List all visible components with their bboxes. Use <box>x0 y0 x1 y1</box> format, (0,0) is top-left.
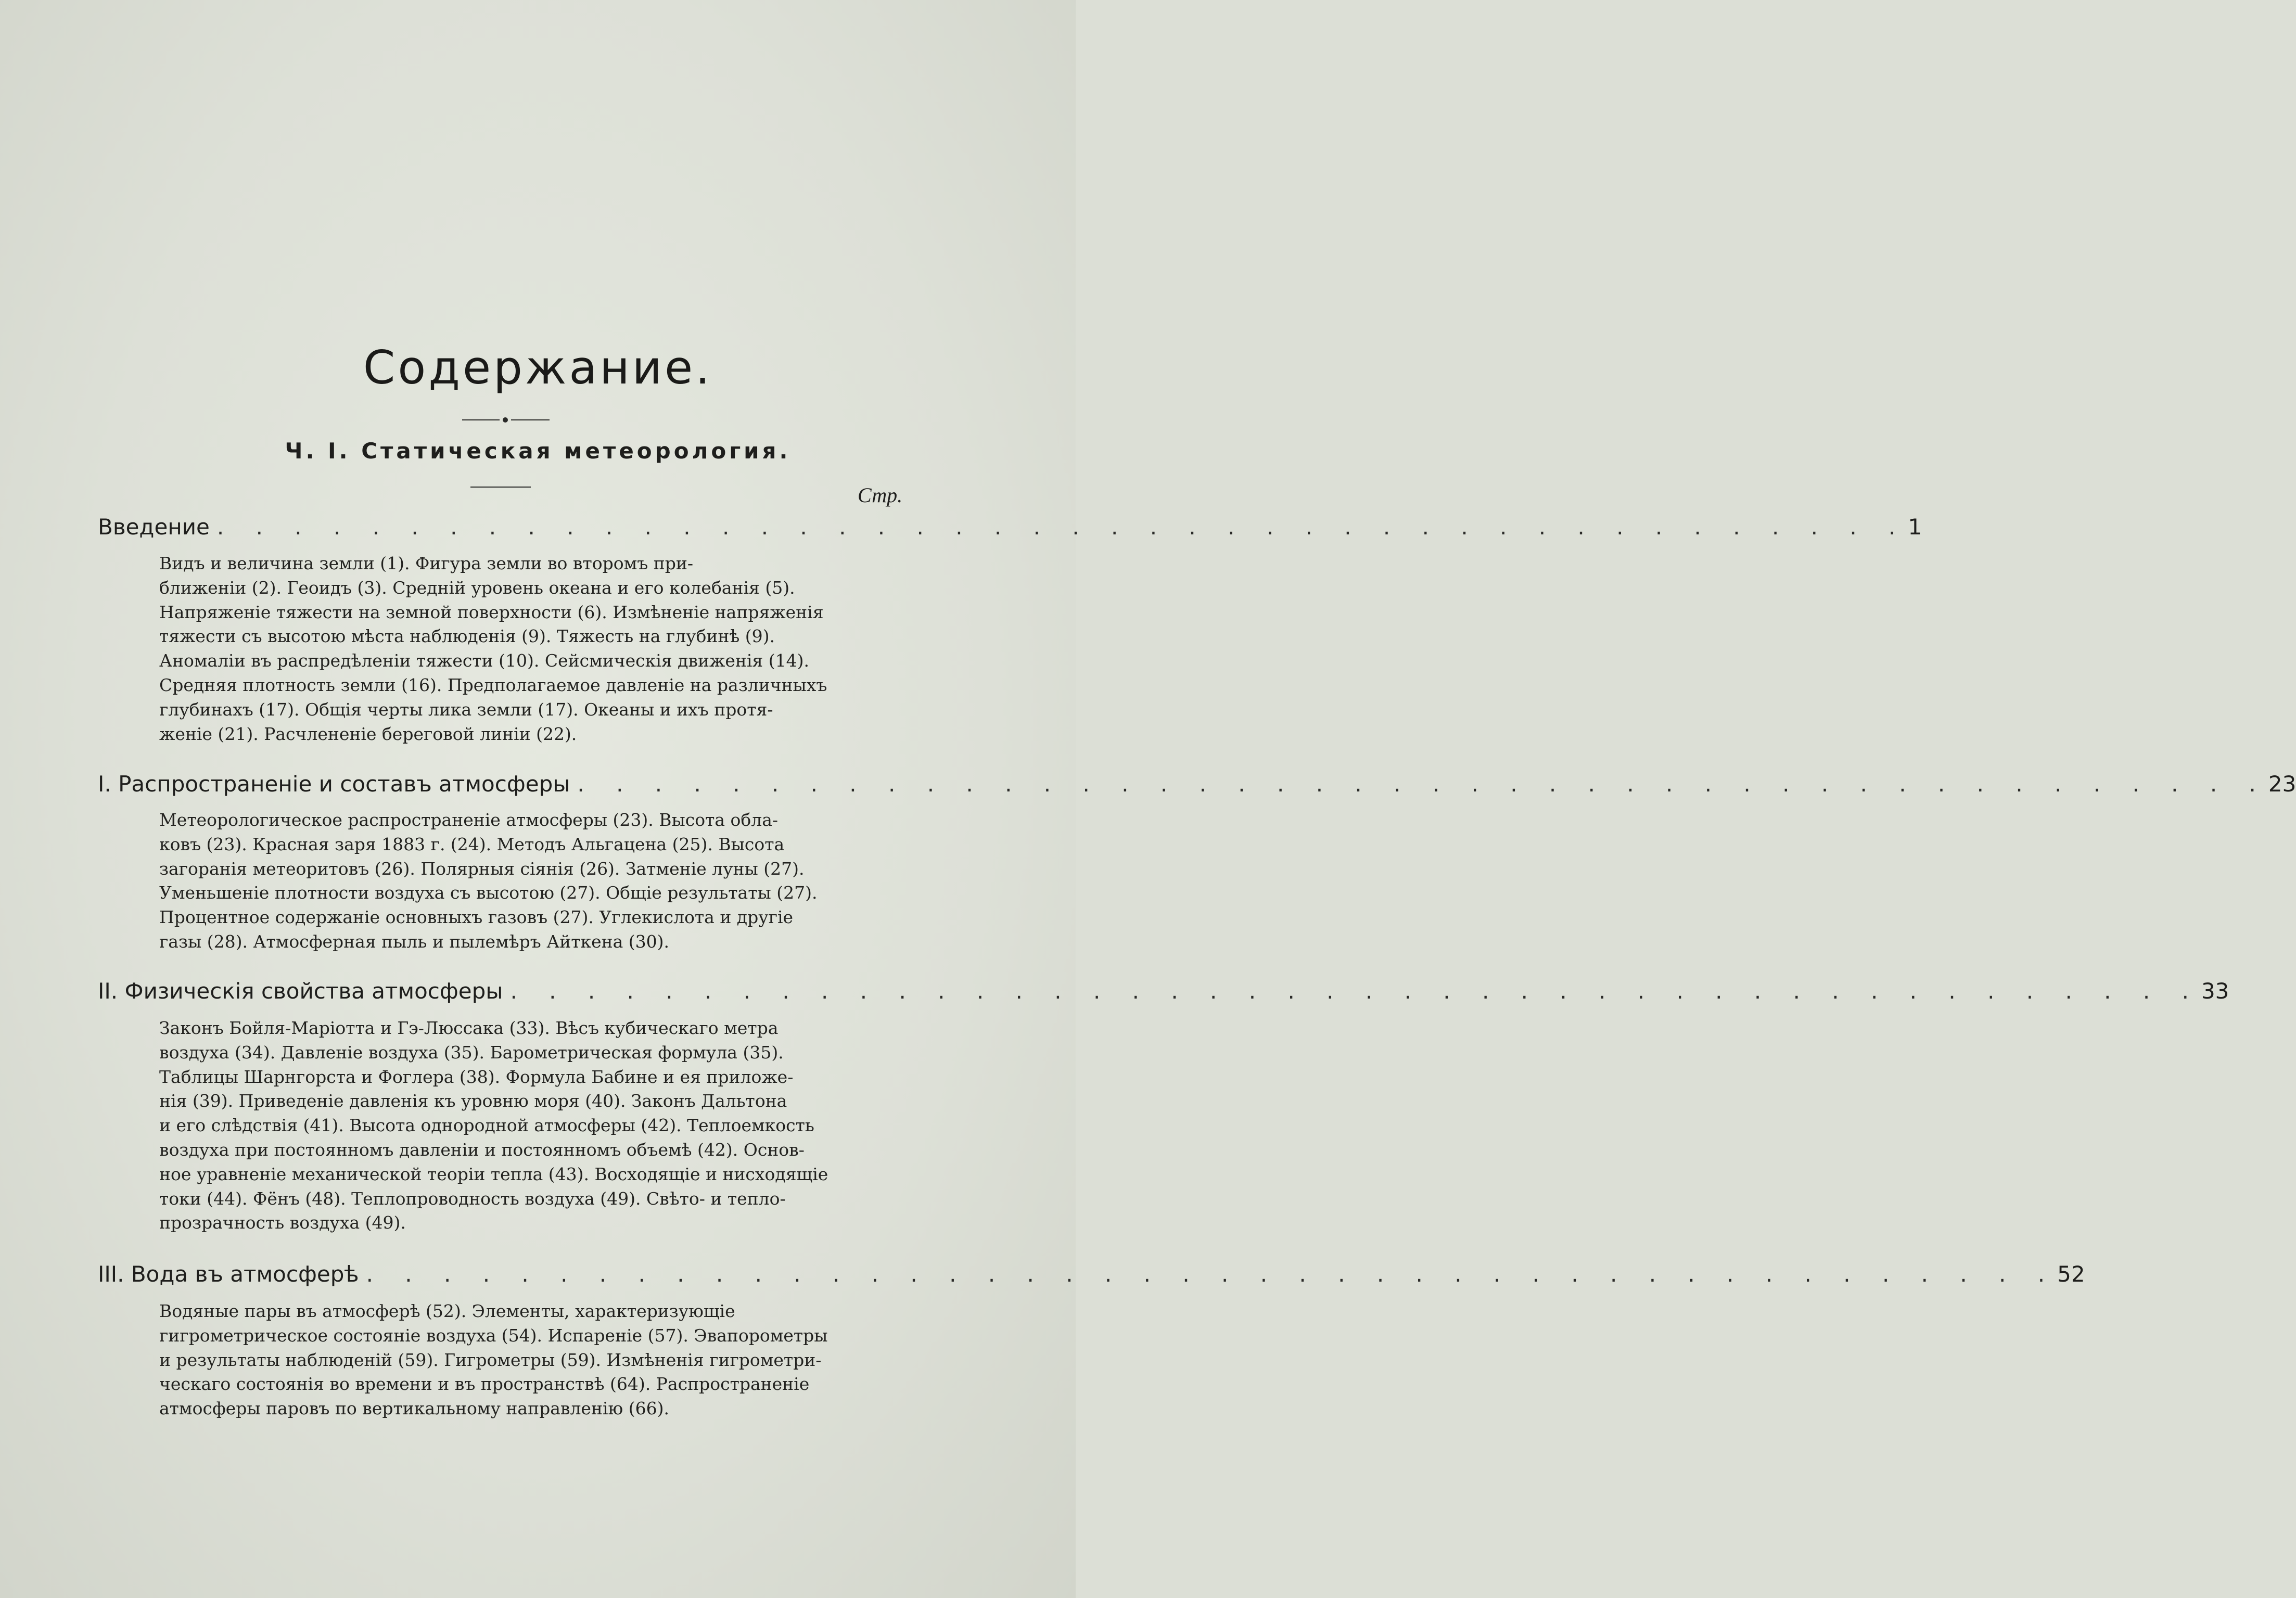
toc-entry-introduction <box>98 514 1922 545</box>
description-line: воздуха при постоянномъ давленіи и постоянномъ объемѣ (42). Основ- <box>159 1139 805 1160</box>
description-line: и результаты наблюденій (59). Гигрометры (59). Измѣненія гигрометри- <box>159 1349 822 1370</box>
title-ornament <box>462 417 550 423</box>
toc-entry-title: I. Распространеніе и составъ атмосферы <box>98 771 570 797</box>
page-title: Содержание. <box>363 341 713 394</box>
toc-entry-chapter-2 <box>98 978 2229 1009</box>
description-line: воздуха (34). Давленіе воздуха (35). Барометрическая формула (35). <box>159 1042 784 1063</box>
toc-entry-description <box>159 1016 846 1235</box>
description-line: тяжести съ высотою мѣста наблюденія (9). Тяжесть на глубинѣ (9). <box>159 626 775 647</box>
description-line: Метеорологическое распространеніе атмосферы (23). Высота обла- <box>159 810 779 830</box>
description-line: газы (28). Атмосферная пыль и пылемѣръ Айткена (30). <box>159 931 670 952</box>
toc-entry-chapter-1 <box>98 771 2296 802</box>
toc-entry-chapter-3 <box>98 1261 2085 1293</box>
description-line: токи (44). Фёнъ (48). Теплопроводность воздуха (49). Свѣто- и тепло- <box>159 1188 786 1209</box>
description-line: Процентное содержаніе основныхъ газовъ (27). Углекислота и другіе <box>159 907 794 928</box>
description-line: Законъ Бойля-Маріотта и Гэ-Люссака (33). Вѣсъ кубическаго метра <box>159 1018 779 1038</box>
description-line: гигрометрическое состояніе воздуха (54). Испареніе (57). Эвапорометры <box>159 1325 828 1346</box>
toc-entry-page: 52 <box>2057 1261 2085 1287</box>
toc-entry-title: II. Физическія свойства атмосферы <box>98 978 503 1004</box>
toc-entry-title: III. Вода въ атмосферѣ <box>98 1261 359 1287</box>
page-column-label: Стр. <box>858 483 903 507</box>
description-line: Напряженіе тяжести на земной поверхности (6). Измѣненіе напряженія <box>159 602 824 622</box>
leader-dots: . . . . . . . . . . . . . . . . . . . . . . . . . . . . . . . . . . . . . . . . . . . . <box>577 771 2268 797</box>
description-line: прозрачность воздуха (49). <box>159 1212 406 1233</box>
description-line: загоранія метеоритовъ (26). Полярныя сіянія (26). Затменіе луны (27). <box>159 858 805 879</box>
ornament-dot <box>503 417 508 423</box>
description-line: Таблицы Шарнгорста и Фоглера (38). Формула Бабине и ея приложе- <box>159 1066 794 1087</box>
description-line: Аномаліи въ распредѣленіи тяжести (10). Сейсмическія движенія (14). <box>159 650 809 671</box>
toc-entry-description <box>159 552 846 746</box>
description-line: ное уравненіе механической теоріи тепла (43). Восходящіе и нисходящіе <box>159 1164 828 1184</box>
description-line: ковъ (23). Красная заря 1883 г. (24). Методъ Альгацена (25). Высота <box>159 834 785 854</box>
description-line: Средняя плотность земли (16). Предполагаемое давленіе на различныхъ <box>159 674 827 695</box>
description-line: ближеніи (2). Геоидъ (3). Средній уровень океана и его колебанія (5). <box>159 577 795 598</box>
description-line: и его слѣдствія (41). Высота однородной атмосферы (42). Теплоемкость <box>159 1115 814 1136</box>
description-line: ческаго состоянія во времени и въ пространствѣ (64). Распространеніе <box>159 1374 810 1395</box>
description-line: Водяные пары въ атмосферѣ (52). Элементы, характеризующіе <box>159 1301 735 1321</box>
toc-entry-page: 33 <box>2201 978 2229 1004</box>
description-line: атмосферы паровъ по вертикальному направленію (66). <box>159 1398 669 1419</box>
description-line: нія (39). Приведеніе давленія къ уровню моря (40). Законъ Дальтона <box>159 1091 787 1111</box>
toc-entry-description <box>159 1299 846 1421</box>
leader-dots: . . . . . . . . . . . . . . . . . . . . . . . . . . . . . . . . . . . . . . . . . . . . <box>216 514 1908 540</box>
toc-entry-title: Введение <box>98 514 210 540</box>
toc-entry-page: 1 <box>1908 514 1922 540</box>
leader-dots: . . . . . . . . . . . . . . . . . . . . . . . . . . . . . . . . . . . . . . . . . . . . <box>510 978 2201 1004</box>
leader-dots: . . . . . . . . . . . . . . . . . . . . . . . . . . . . . . . . . . . . . . . . . . . . <box>366 1261 2058 1287</box>
part-rule <box>470 487 531 488</box>
description-line: глубинахъ (17). Общія черты лика земли (17). Океаны и ихъ протя- <box>159 699 773 720</box>
description-line: женіе (21). Расчлененіе береговой линіи (22). <box>159 723 577 744</box>
toc-entry-description <box>159 808 846 954</box>
part-heading: Ч. I. Статическая метеорология. <box>285 438 791 464</box>
description-line: Уменьшеніе плотности воздуха съ высотою (27). Общіе результаты (27). <box>159 883 818 903</box>
description-line: Видъ и величина земли (1). Фигура земли во второмъ при- <box>159 553 694 573</box>
ornament-line-right <box>511 419 550 420</box>
ornament-line-left <box>462 419 500 420</box>
toc-entry-page: 23 <box>2268 771 2296 797</box>
